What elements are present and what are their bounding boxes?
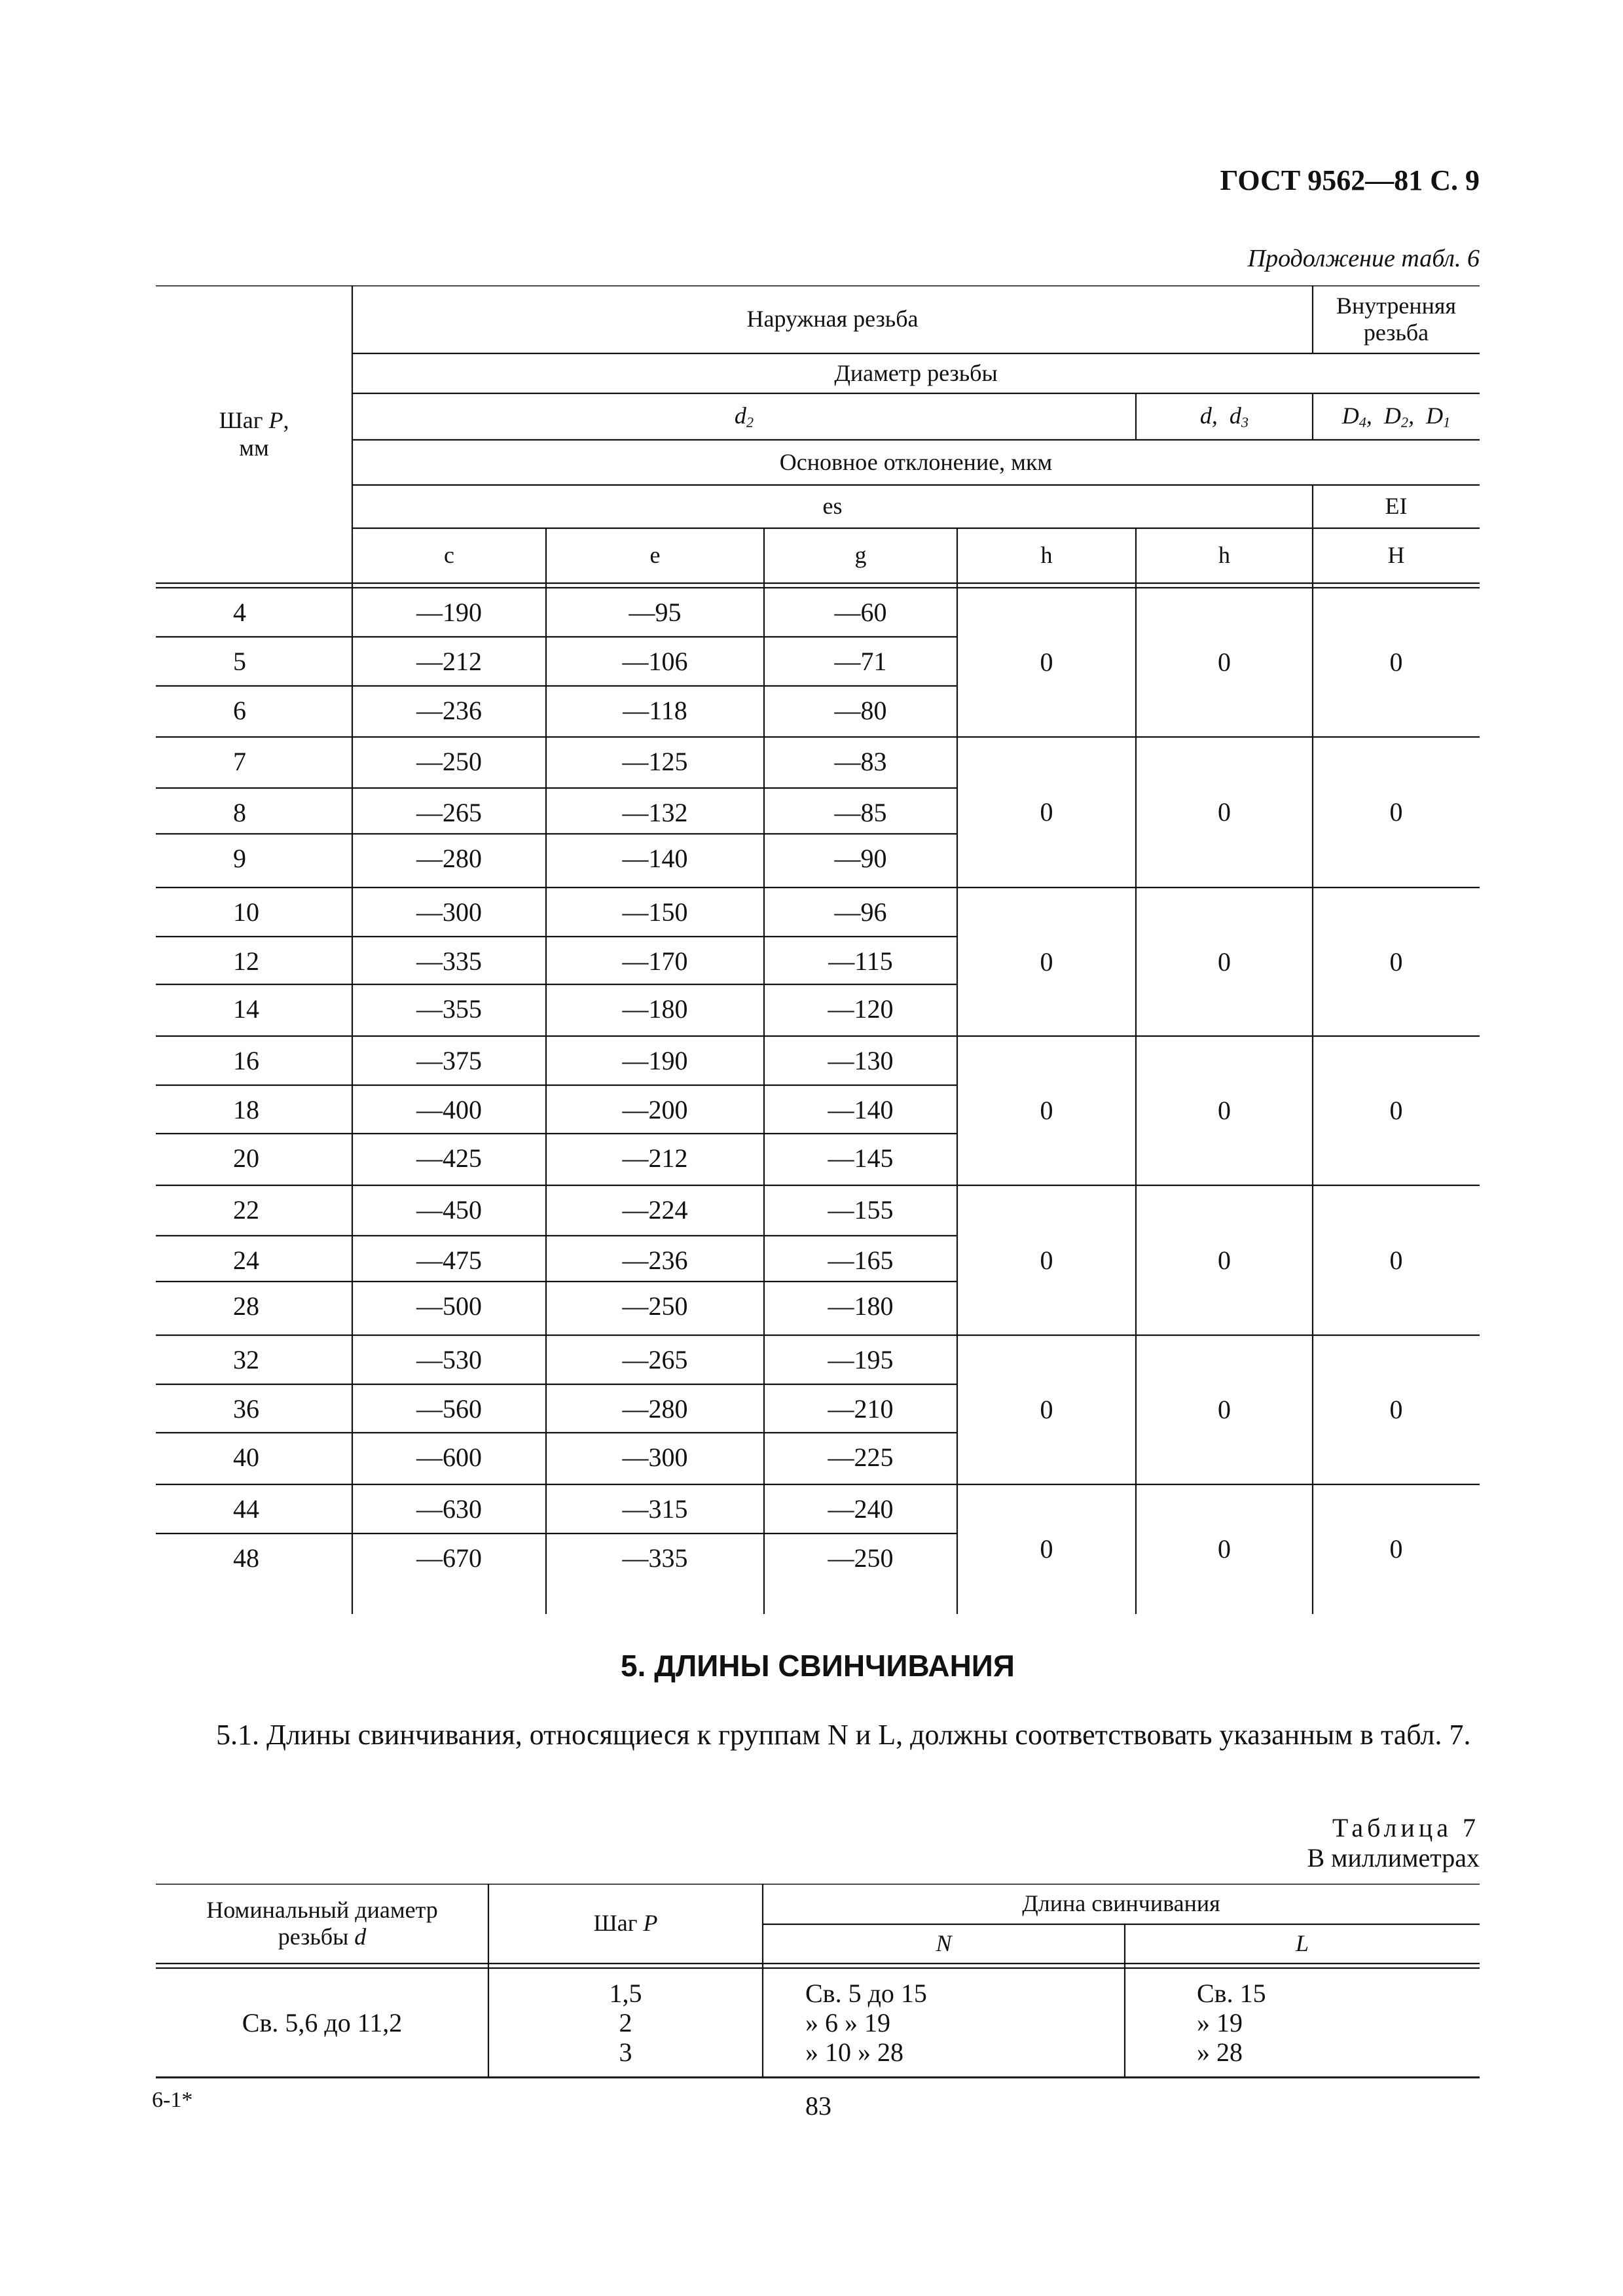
header-external-thread: Наружная резьба xyxy=(746,306,919,332)
col-c-value: —560 xyxy=(416,1394,482,1424)
col-e-value: —224 xyxy=(622,1195,688,1225)
col-g-value: —80 xyxy=(834,696,887,725)
row-pitch: 6 xyxy=(233,696,246,725)
header-es: es xyxy=(822,493,843,520)
group-h-value: 0 xyxy=(1040,1245,1053,1275)
group-h-value: 0 xyxy=(1040,1395,1053,1424)
group-h2-value: 0 xyxy=(1218,647,1231,677)
table-6 xyxy=(156,285,1480,1614)
footer-sheet-mark: 6-1* xyxy=(152,2088,193,2112)
table-7-title: Таблица 7 xyxy=(1332,1813,1480,1842)
row-pitch: 12 xyxy=(233,946,259,976)
group-h2-value: 0 xyxy=(1218,1096,1231,1125)
section-paragraph: 5.1. Длины свинчивания, относящиеся к группам N и L, должны соответствовать указанным в табл. 7. xyxy=(216,1719,1471,1751)
col-e-value: —250 xyxy=(622,1291,688,1321)
col-e-value: —106 xyxy=(622,647,688,676)
page-number: 83 xyxy=(805,2091,831,2121)
t7-L-3: » 28 xyxy=(1197,2037,1243,2068)
t7-header-nominal: Номинальный диаметр резьбы d xyxy=(206,1896,438,1950)
group-h-value: 0 xyxy=(1040,647,1053,677)
row-pitch: 44 xyxy=(233,1494,259,1524)
col-c-value: —475 xyxy=(416,1246,482,1275)
col-e-value: —280 xyxy=(622,1394,688,1424)
group-H-value: 0 xyxy=(1389,797,1403,827)
col-g-value: —210 xyxy=(828,1394,894,1424)
header-d-d3: d, $d_3$ xyxy=(1199,402,1249,431)
t7-header-N: N xyxy=(936,1930,952,1957)
row-pitch: 36 xyxy=(233,1394,259,1424)
col-e-value: —170 xyxy=(622,946,688,976)
t7-pitch-2: 2 xyxy=(619,2007,632,2037)
group-h2-value: 0 xyxy=(1218,1245,1231,1275)
col-c-value: —600 xyxy=(416,1443,482,1472)
col-e-value: —150 xyxy=(622,897,688,927)
group-h2-value: 0 xyxy=(1218,797,1231,827)
row-pitch: 20 xyxy=(233,1143,259,1173)
row-pitch: 18 xyxy=(233,1095,259,1124)
t7-L-2: » 19 xyxy=(1197,2007,1243,2037)
table-7 xyxy=(156,1884,1480,2080)
col-g-value: —225 xyxy=(828,1443,894,1472)
col-g-value: —140 xyxy=(828,1095,894,1124)
group-h2-value: 0 xyxy=(1218,1395,1231,1424)
col-c-value: —375 xyxy=(416,1046,482,1075)
header-col-e: e xyxy=(649,542,661,569)
group-h-value: 0 xyxy=(1040,946,1053,977)
row-pitch: 7 xyxy=(233,747,246,776)
header-col-h: h xyxy=(1040,542,1053,569)
t7-N-2: » 6 » 19 xyxy=(805,2007,890,2037)
header-col-c: c xyxy=(444,542,454,569)
group-h-value: 0 xyxy=(1040,1534,1053,1564)
header-D: $D_4$, $D_2$, $D_1$ xyxy=(1341,402,1451,431)
row-pitch: 24 xyxy=(233,1246,259,1275)
col-e-value: —335 xyxy=(622,1543,688,1573)
col-c-value: —670 xyxy=(416,1543,482,1573)
col-c-value: —450 xyxy=(416,1195,482,1225)
t7-header-L: L xyxy=(1295,1930,1309,1957)
section-title: 5. ДЛИНЫ СВИНЧИВАНИЯ xyxy=(621,1649,1015,1683)
row-pitch: 14 xyxy=(233,994,259,1024)
col-e-value: —190 xyxy=(622,1046,688,1075)
row-pitch: 16 xyxy=(233,1046,259,1075)
col-g-value: —250 xyxy=(828,1543,894,1573)
t7-header-pitch: Шаг P xyxy=(593,1910,658,1937)
col-c-value: —236 xyxy=(416,696,482,725)
col-g-value: —130 xyxy=(828,1046,894,1075)
row-pitch: 4 xyxy=(233,598,246,627)
row-pitch: 48 xyxy=(233,1543,259,1573)
t7-L-values xyxy=(1125,1968,1480,2077)
col-c-value: —500 xyxy=(416,1291,482,1321)
row-pitch: 8 xyxy=(233,798,246,827)
group-H-value: 0 xyxy=(1389,1395,1403,1424)
group-h2-value: 0 xyxy=(1218,1534,1231,1564)
row-pitch: 22 xyxy=(233,1195,259,1225)
t7-N-values xyxy=(763,1968,1125,2077)
col-g-value: —195 xyxy=(828,1345,894,1374)
col-g-value: —180 xyxy=(828,1291,894,1321)
col-c-value: —400 xyxy=(416,1095,482,1124)
group-H-value: 0 xyxy=(1389,647,1403,677)
col-c-value: —530 xyxy=(416,1345,482,1374)
t7-pitch xyxy=(488,1968,763,2077)
header-EI: EI xyxy=(1385,493,1408,520)
header-internal-thread: Внутренняя резьба xyxy=(1336,292,1457,346)
t7-L-1: Св. 15 xyxy=(1197,1978,1266,2008)
header-col-H: H xyxy=(1387,542,1405,569)
col-e-value: —132 xyxy=(622,798,688,827)
table-continuation-label: Продолжение табл. 6 xyxy=(1247,245,1480,272)
row-pitch: 5 xyxy=(233,647,246,676)
header-thread-diameter: Диаметр резьбы xyxy=(834,359,998,386)
t7-pitch-1: 1,5 xyxy=(609,1978,642,2008)
t7-nominal: Св. 5,6 до 11,2 xyxy=(242,2007,403,2037)
col-e-value: —140 xyxy=(622,844,688,873)
col-c-value: —250 xyxy=(416,747,482,776)
col-e-value: —212 xyxy=(622,1143,688,1173)
col-e-value: —200 xyxy=(622,1095,688,1124)
col-c-value: —425 xyxy=(416,1143,482,1173)
table-7-units: В миллиметрах xyxy=(1307,1843,1480,1873)
col-c-value: —355 xyxy=(416,994,482,1024)
header-d2: $d_2$ xyxy=(734,402,754,431)
group-h-value: 0 xyxy=(1040,797,1053,827)
col-e-value: —118 xyxy=(623,696,687,725)
col-e-value: —265 xyxy=(622,1345,688,1374)
col-e-value: —236 xyxy=(622,1246,688,1275)
row-pitch: 32 xyxy=(233,1345,259,1374)
group-H-value: 0 xyxy=(1389,1096,1403,1125)
t7-N-3: » 10 » 28 xyxy=(805,2037,903,2068)
row-pitch: 10 xyxy=(233,897,259,927)
header-col-g: g xyxy=(854,542,867,569)
col-c-value: —335 xyxy=(416,946,482,976)
col-e-value: —95 xyxy=(629,598,682,627)
col-c-value: —190 xyxy=(416,598,482,627)
group-h2-value: 0 xyxy=(1218,946,1231,977)
col-g-value: —165 xyxy=(828,1246,894,1275)
col-g-value: —145 xyxy=(828,1143,894,1173)
group-H-value: 0 xyxy=(1389,1245,1403,1275)
col-g-value: —71 xyxy=(834,647,887,676)
col-e-value: —300 xyxy=(622,1443,688,1472)
col-g-value: —90 xyxy=(834,844,887,873)
table-7-caption xyxy=(1178,1813,1480,1873)
row-pitch: 40 xyxy=(233,1443,259,1472)
header-basic-deviation: Основное отклонение, мкм xyxy=(779,448,1053,475)
col-g-value: —120 xyxy=(828,994,894,1024)
header-col-h2: h xyxy=(1218,542,1230,569)
row-pitch: 28 xyxy=(233,1291,259,1321)
header-pitch: Шаг P, мм xyxy=(219,407,289,461)
col-g-value: —240 xyxy=(828,1494,894,1524)
col-c-value: —280 xyxy=(416,844,482,873)
group-H-value: 0 xyxy=(1389,946,1403,977)
col-g-value: —60 xyxy=(834,598,887,627)
col-c-value: —212 xyxy=(416,647,482,676)
col-c-value: —300 xyxy=(416,897,482,927)
t7-pitch-3: 3 xyxy=(619,2037,632,2068)
col-e-value: —125 xyxy=(622,747,688,776)
t7-header-length: Длина свинчивания xyxy=(1022,1890,1220,1917)
col-e-value: —180 xyxy=(622,994,688,1024)
col-g-value: —155 xyxy=(828,1195,894,1225)
col-g-value: —96 xyxy=(834,897,887,927)
row-pitch: 9 xyxy=(233,844,246,873)
group-h-value: 0 xyxy=(1040,1096,1053,1125)
col-g-value: —115 xyxy=(828,946,893,976)
col-c-value: —265 xyxy=(416,798,482,827)
col-c-value: —630 xyxy=(416,1494,482,1524)
col-e-value: —315 xyxy=(622,1494,688,1524)
group-H-value: 0 xyxy=(1389,1534,1403,1564)
col-g-value: —85 xyxy=(834,798,887,827)
col-g-value: —83 xyxy=(834,747,887,776)
standard-header: ГОСТ 9562—81 С. 9 xyxy=(1220,164,1480,196)
t7-N-1: Св. 5 до 15 xyxy=(805,1978,927,2008)
